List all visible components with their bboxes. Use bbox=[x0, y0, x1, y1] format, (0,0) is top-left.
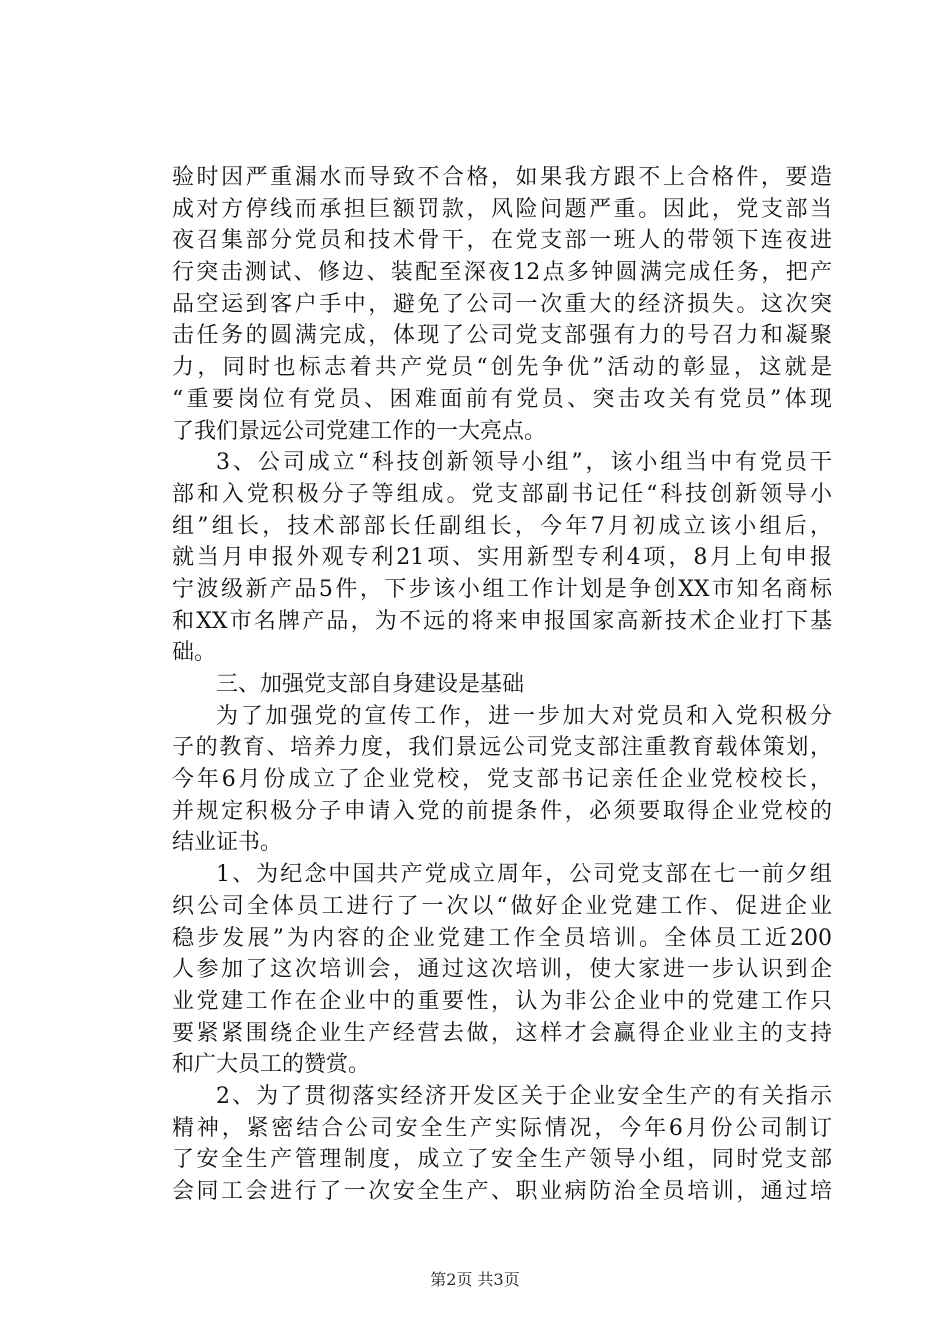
text-line: 行突击测试、修边、装配至深夜12点多钟圆满完成任务，把产 bbox=[172, 260, 832, 286]
text-line: 织公司全体员工进行了一次以“做好企业党建工作、促进企业 bbox=[172, 893, 832, 919]
text-line: 子的教育、培养力度，我们景远公司党支部注重教育载体策划， bbox=[172, 735, 832, 761]
text-line: 验时因严重漏水而导致不合格，如果我方跟不上合格件，要造 bbox=[172, 165, 832, 190]
text-line: 础。 bbox=[172, 640, 217, 666]
text-line: 夜召集部分党员和技术骨干，在党支部一班人的带领下连夜进 bbox=[172, 228, 832, 254]
text-line: 人参加了这次培训会，通过这次培训，使大家进一步认识到企 bbox=[172, 957, 832, 983]
text-line: 就当月申报外观专利21项、实用新型专利4项，8月上旬申报 bbox=[172, 545, 832, 571]
page-footer: 第2页 共3页 bbox=[430, 1270, 520, 1289]
text-line: 宁波级新产品5件，下步该小组工作计划是争创XX市知名商标 bbox=[172, 576, 832, 602]
text-line: 3、公司成立“科技创新领导小组”，该小组当中有党员干 bbox=[216, 450, 832, 476]
text-line: 部和入党积极分子等组成。党支部副书记任“科技创新领导小 bbox=[172, 481, 832, 507]
text-line: 业党建工作在企业中的重要性，认为非公企业中的党建工作只 bbox=[172, 988, 832, 1014]
text-line: “重要岗位有党员、困难面前有党员、突击攻关有党员”体现 bbox=[172, 386, 832, 412]
text-line: 力，同时也标志着共产党员“创先争优”活动的彰显，这就是 bbox=[172, 355, 832, 381]
text-line: 1、为纪念中国共产党成立周年，公司党支部在七一前夕组 bbox=[216, 862, 832, 888]
text-line: 今年6月份成立了企业党校，党支部书记亲任企业党校校长， bbox=[172, 767, 832, 793]
text-line: 和广大员工的赞赏。 bbox=[172, 1052, 371, 1078]
text-line: 并规定积极分子申请入党的前提条件，必须要取得企业党校的 bbox=[172, 798, 832, 824]
text-line: 精神，紧密结合公司安全生产实际情况，今年6月份公司制订 bbox=[172, 1115, 832, 1141]
text-line: 为了加强党的宣传工作，进一步加大对党员和入党积极分 bbox=[216, 703, 832, 729]
text-line: 和XX市名牌产品，为不远的将来申报国家高新技术企业打下基 bbox=[172, 608, 832, 634]
text-line: 2、为了贯彻落实经济开发区关于企业安全生产的有关指示 bbox=[216, 1083, 832, 1109]
text-line: 击任务的圆满完成，体现了公司党支部强有力的号召力和凝聚 bbox=[172, 323, 832, 349]
text-line: 要紧紧围绕企业生产经营去做，这样才会赢得企业业主的支持 bbox=[172, 1020, 832, 1046]
text-line: 稳步发展”为内容的企业党建工作全员培训。全体员工近200 bbox=[172, 925, 832, 951]
text-line: 了我们景远公司党建工作的一大亮点。 bbox=[172, 418, 547, 444]
text-line: 成对方停线而承担巨额罚款，风险问题严重。因此，党支部当 bbox=[172, 196, 832, 222]
text-line: 会同工会进行了一次安全生产、职业病防治全员培训，通过培 bbox=[172, 1179, 832, 1204]
text-line: 了安全生产管理制度，成立了安全生产领导小组，同时党支部 bbox=[172, 1147, 832, 1173]
text-line: 三、加强党支部自身建设是基础 bbox=[216, 672, 525, 697]
text-line: 组”组长，技术部部长任副组长，今年7月初成立该小组后， bbox=[172, 513, 832, 539]
text-line: 结业证书。 bbox=[172, 830, 283, 856]
text-line: 品空运到客户手中，避免了公司一次重大的经济损失。这次突 bbox=[172, 291, 832, 317]
document-body bbox=[172, 162, 832, 1208]
